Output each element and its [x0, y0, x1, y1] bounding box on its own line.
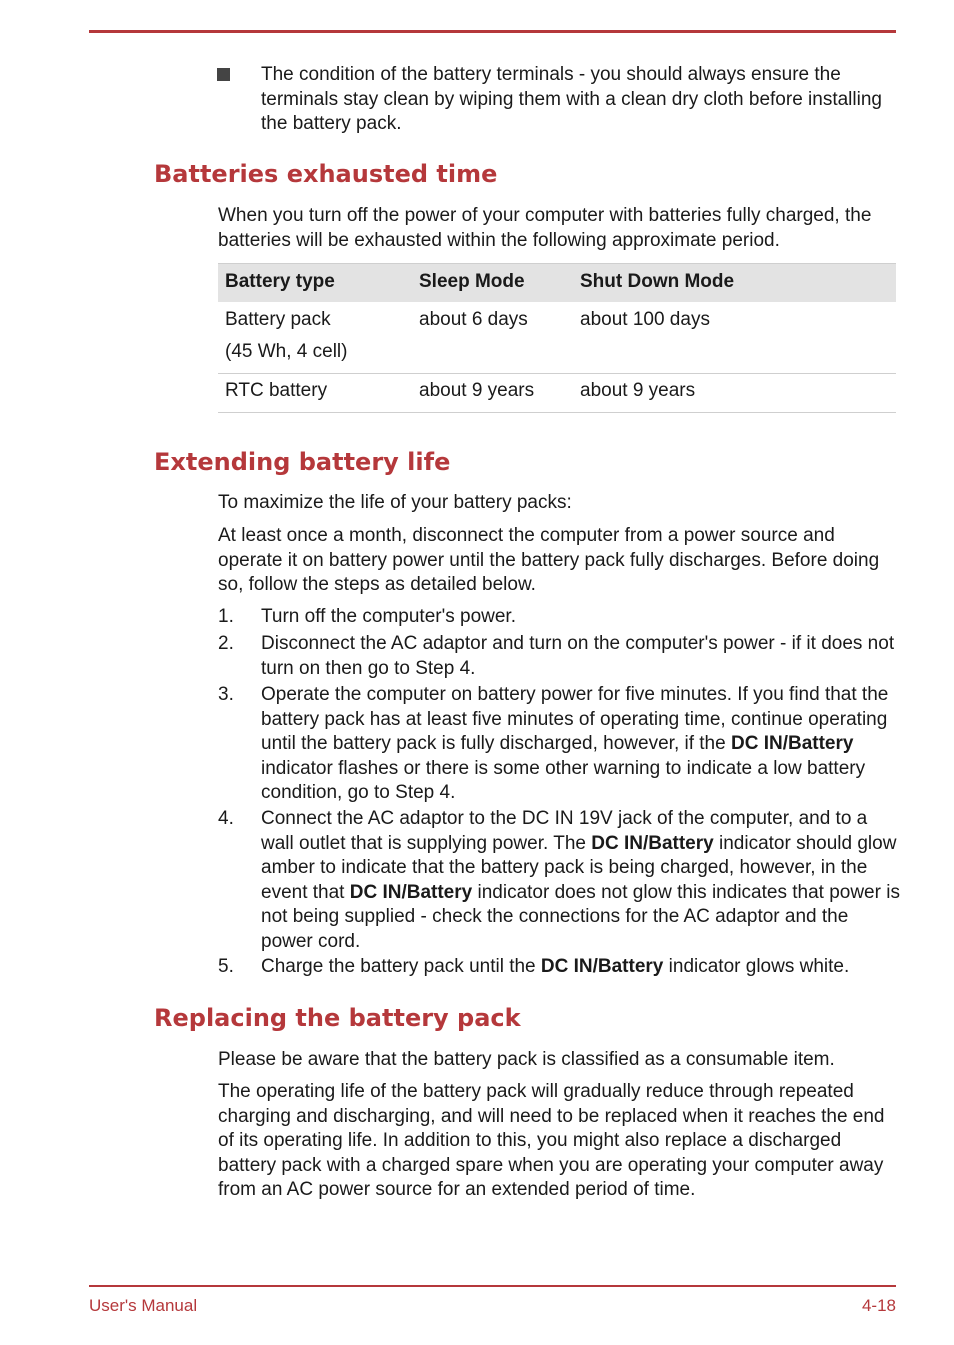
step-4-text-e: indicator does not glow this indicates that power is not being supplied - check the connections for the AC adaptor and the power cord.: [261, 881, 900, 952]
replacing-paragraph-2: The operating life of the battery pack will gradually reduce through repeated charging and discharging, and will need to be replaced when it reaches the end of its operating life. In addition to this, you might also replace a discharged battery pack with a charged spare when you are operating your computer away from an AC power source for an extended period of time.: [218, 1081, 885, 1200]
step-5-indicator-name: DC IN/Battery: [540, 956, 664, 977]
step-4-indicator-name-2: DC IN/Battery: [349, 881, 473, 903]
step-3-text-a: Operate the computer on battery power for five minutes. If you find that the battery pack has at least five minutes of operating time, continue operating until the battery pack is fully discharged, however, if the: [261, 684, 889, 754]
table-row-divider: [218, 373, 896, 374]
step-5-text-a: Charge the battery pack until the: [261, 956, 541, 977]
step-3-text-c: indicator flashes or there is some other warning to indicate a low battery condition, go to Step 4.: [261, 757, 866, 803]
step-1-number: 1.: [218, 606, 234, 627]
footer-page-number: 4-18: [861, 1296, 896, 1315]
table-row-1-type: Battery pack: [225, 309, 331, 330]
top-rule: [89, 30, 896, 33]
step-5-text-c: indicator glows white.: [663, 956, 850, 977]
section-heading-replacing-pack: Replacing the battery pack: [154, 1004, 521, 1032]
step-4-text-c: indicator should glow amber to indicate that the battery pack is being charged, however, in the event that: [261, 832, 897, 903]
exhausted-time-paragraph: When you turn off the power of your computer with batteries fully charged, the batteries will be exhausted within the following approximate period.: [218, 205, 872, 251]
table-row-1-shutdown: about 100 days: [580, 309, 710, 330]
intro-bullet-text: The condition of the battery terminals - you should always ensure the terminals stay clean by wiping them with a clean dry cloth before installing the battery pack.: [261, 64, 882, 134]
table-bottom-border: [218, 412, 896, 413]
extending-life-paragraph-2: At least once a month, disconnect the computer from a power source and operate it on battery power until the battery pack fully discharges. Before doing so, follow the steps as detailed below.: [218, 525, 880, 595]
footer-manual-title: User's Manual: [89, 1296, 198, 1315]
table-row-2-shutdown: about 9 years: [580, 380, 696, 401]
step-5-number: 5.: [218, 956, 234, 977]
step-3-indicator-name: DC IN/Battery: [730, 733, 854, 754]
table-row-2-sleep: about 9 years: [419, 380, 535, 401]
table-row-1-sleep: about 6 days: [419, 309, 528, 330]
table-header-battery-type: Battery type: [225, 271, 335, 292]
step-4-indicator-name: DC IN/Battery: [591, 832, 714, 854]
table-header-shutdown-mode: Shut Down Mode: [580, 271, 735, 292]
table-row-2-type: RTC battery: [225, 380, 328, 401]
step-2-text: Disconnect the AC adaptor and turn on the computer's power - if it does not turn on then go to Step 4.: [261, 633, 895, 679]
section-heading-exhausted-time: Batteries exhausted time: [154, 160, 498, 188]
step-2-number: 2.: [218, 633, 234, 654]
table-header-sleep-mode: Sleep Mode: [419, 271, 525, 292]
table-row-1-type-detail: (45 Wh, 4 cell): [225, 341, 348, 362]
step-4-text: [261, 807, 901, 954]
extending-life-paragraph-1: To maximize the life of your battery packs:: [218, 492, 572, 513]
step-3-number: 3.: [218, 684, 234, 705]
bottom-rule: [89, 1285, 896, 1287]
step-3-text: [261, 683, 901, 806]
bullet-square-icon: [217, 68, 230, 81]
replacing-paragraph-1: Please be aware that the battery pack is classified as a consumable item.: [218, 1049, 835, 1070]
step-5-text: [261, 955, 901, 980]
step-4-number: 4.: [218, 808, 234, 829]
section-heading-extending-life: Extending battery life: [154, 448, 451, 476]
step-1-text: Turn off the computer's power.: [261, 606, 516, 627]
step-4-text-a: Connect the AC adaptor to the DC IN 19V jack of the computer, and to a wall outlet that is supplying power. The: [261, 808, 868, 854]
